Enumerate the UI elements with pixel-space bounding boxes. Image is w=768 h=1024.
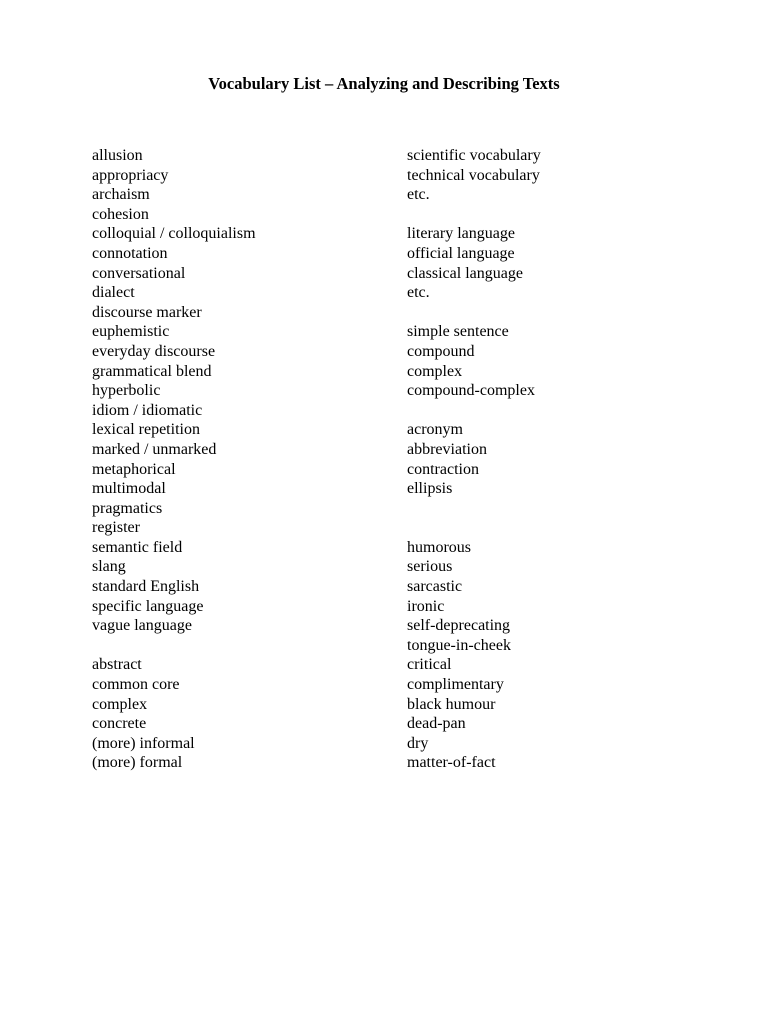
vocabulary-term: simple sentence: [407, 323, 509, 341]
vocabulary-term: hyperbolic: [92, 382, 161, 400]
vocabulary-term: discourse marker: [92, 303, 202, 321]
vocabulary-term: humorous: [407, 538, 471, 556]
vocabulary-term: matter-of-fact: [407, 754, 496, 772]
vocabulary-term: marked / unmarked: [92, 440, 217, 458]
vocabulary-term: connotation: [92, 244, 168, 262]
vocabulary-term: [407, 205, 727, 225]
vocabulary-term: official language: [407, 244, 515, 262]
vocabulary-term: conversational: [92, 264, 186, 282]
vocabulary-term: standard English: [92, 578, 200, 596]
vocabulary-term: black humour: [407, 695, 496, 713]
vocabulary-term: [407, 499, 727, 519]
vocabulary-term: (more) formal: [92, 754, 183, 772]
vocabulary-term: etc.: [407, 186, 430, 204]
vocabulary-term: cohesion: [92, 205, 149, 223]
vocabulary-term: everyday discourse: [92, 342, 216, 360]
vocabulary-term: ironic: [407, 597, 445, 615]
vocabulary-term: abstract: [92, 656, 142, 674]
vocabulary-term: multimodal: [92, 480, 166, 498]
vocabulary-term: appropriacy: [92, 166, 169, 184]
vocabulary-column-right: [407, 146, 727, 773]
vocabulary-term: complex: [92, 695, 148, 713]
vocabulary-term: dialect: [92, 284, 135, 302]
page-title: Vocabulary List – Analyzing and Describing Texts: [208, 74, 560, 93]
vocabulary-term: [407, 303, 727, 323]
vocabulary-term: idiom / idiomatic: [92, 401, 203, 419]
vocabulary-term: vague language: [92, 617, 192, 635]
vocabulary-term: compound: [407, 342, 475, 360]
vocabulary-term: sarcastic: [407, 578, 463, 596]
vocabulary-term: classical language: [407, 264, 523, 282]
vocabulary-term: contraction: [407, 460, 479, 478]
vocabulary-term: complimentary: [407, 676, 504, 694]
vocabulary-term: etc.: [407, 284, 430, 302]
vocabulary-term: [407, 401, 727, 421]
vocabulary-term: (more) informal: [92, 734, 195, 752]
vocabulary-term: archaism: [92, 186, 150, 204]
vocabulary-term: ellipsis: [407, 480, 453, 498]
vocabulary-term: abbreviation: [407, 440, 487, 458]
vocabulary-term: complex: [407, 362, 463, 380]
vocabulary-column-left: [92, 146, 392, 773]
vocabulary-term: literary language: [407, 225, 515, 243]
vocabulary-term: serious: [407, 558, 453, 576]
vocabulary-term: [407, 518, 727, 538]
vocabulary-term: semantic field: [92, 538, 183, 556]
vocabulary-term: tongue-in-cheek: [407, 636, 511, 654]
vocabulary-term: grammatical blend: [92, 362, 212, 380]
vocabulary-term: metaphorical: [92, 460, 176, 478]
vocabulary-term: self-deprecating: [407, 617, 511, 635]
vocabulary-term: [92, 636, 392, 656]
vocabulary-term: colloquial / colloquialism: [92, 225, 256, 243]
vocabulary-term: technical vocabulary: [407, 166, 540, 184]
vocabulary-term: allusion: [92, 147, 143, 164]
vocabulary-term: dry: [407, 734, 429, 752]
vocabulary-term: lexical repetition: [92, 421, 200, 439]
vocabulary-term: common core: [92, 676, 180, 694]
vocabulary-term: scientific vocabulary: [407, 147, 541, 164]
vocabulary-term: specific language: [92, 597, 204, 615]
vocabulary-term: dead-pan: [407, 715, 466, 733]
vocabulary-term: concrete: [92, 715, 147, 733]
vocabulary-term: register: [92, 519, 140, 537]
vocabulary-term: acronym: [407, 421, 463, 439]
vocabulary-term: compound-complex: [407, 382, 535, 400]
vocabulary-term: critical: [407, 656, 452, 674]
vocabulary-term: slang: [92, 558, 126, 576]
vocabulary-term: euphemistic: [92, 323, 170, 341]
vocabulary-term: pragmatics: [92, 499, 163, 517]
